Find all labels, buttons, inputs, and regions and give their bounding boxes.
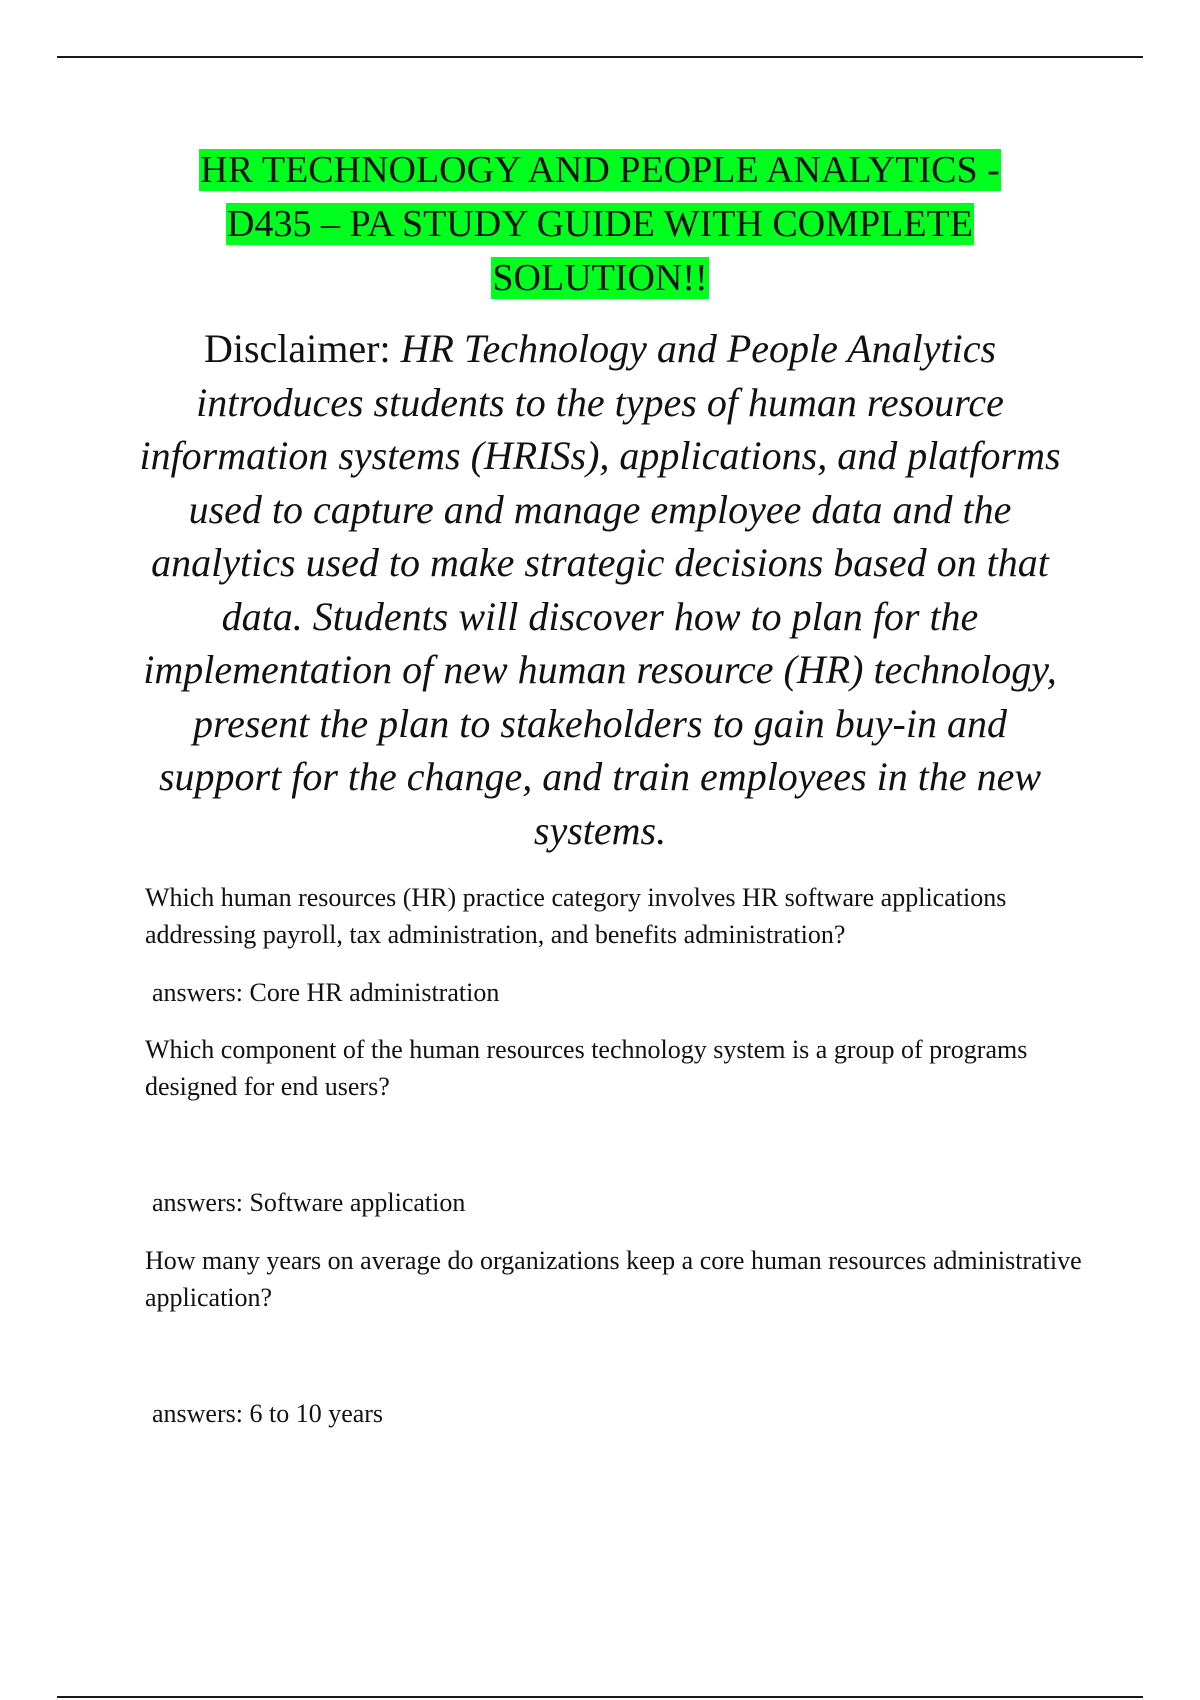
question-3: How many years on average do organizations keep a core human resources administrative application? [145,1246,1082,1312]
answer-1: answers: Core HR administration [152,978,500,1007]
question-1: Which human resources (HR) practice category involves HR software applications addressing payroll, tax administration, and benefits administration? [145,883,1007,949]
answer-2: answers: Software application [152,1188,466,1217]
title-line-3: SOLUTION!! [492,257,708,299]
question-2: Which component of the human resources technology system is a group of programs designed for end users? [145,1035,1028,1101]
disclaimer-text: HR Technology and People Analytics introduces students to the types of human resource information systems (HRISs), applications, and platforms used to capture and manage employee data and the analytics used to make strategic decisions based on that data. Students will discover how to plan for the implementation of new human resource (HR) technology, present the plan to stakeholders to gain buy-in and support for the change, and train employees in the new systems. [139,326,1061,853]
disclaimer-paragraph [130,322,1070,857]
document-title [120,143,1080,305]
bottom-rule [57,1696,1143,1698]
top-rule [57,56,1143,58]
title-line-1: HR TECHNOLOGY AND PEOPLE ANALYTICS - [200,149,1000,191]
disclaimer-label: Disclaimer: [203,326,401,371]
answer-3: answers: 6 to 10 years [152,1399,384,1428]
title-line-2: D435 – PA STUDY GUIDE WITH COMPLETE [227,203,973,245]
